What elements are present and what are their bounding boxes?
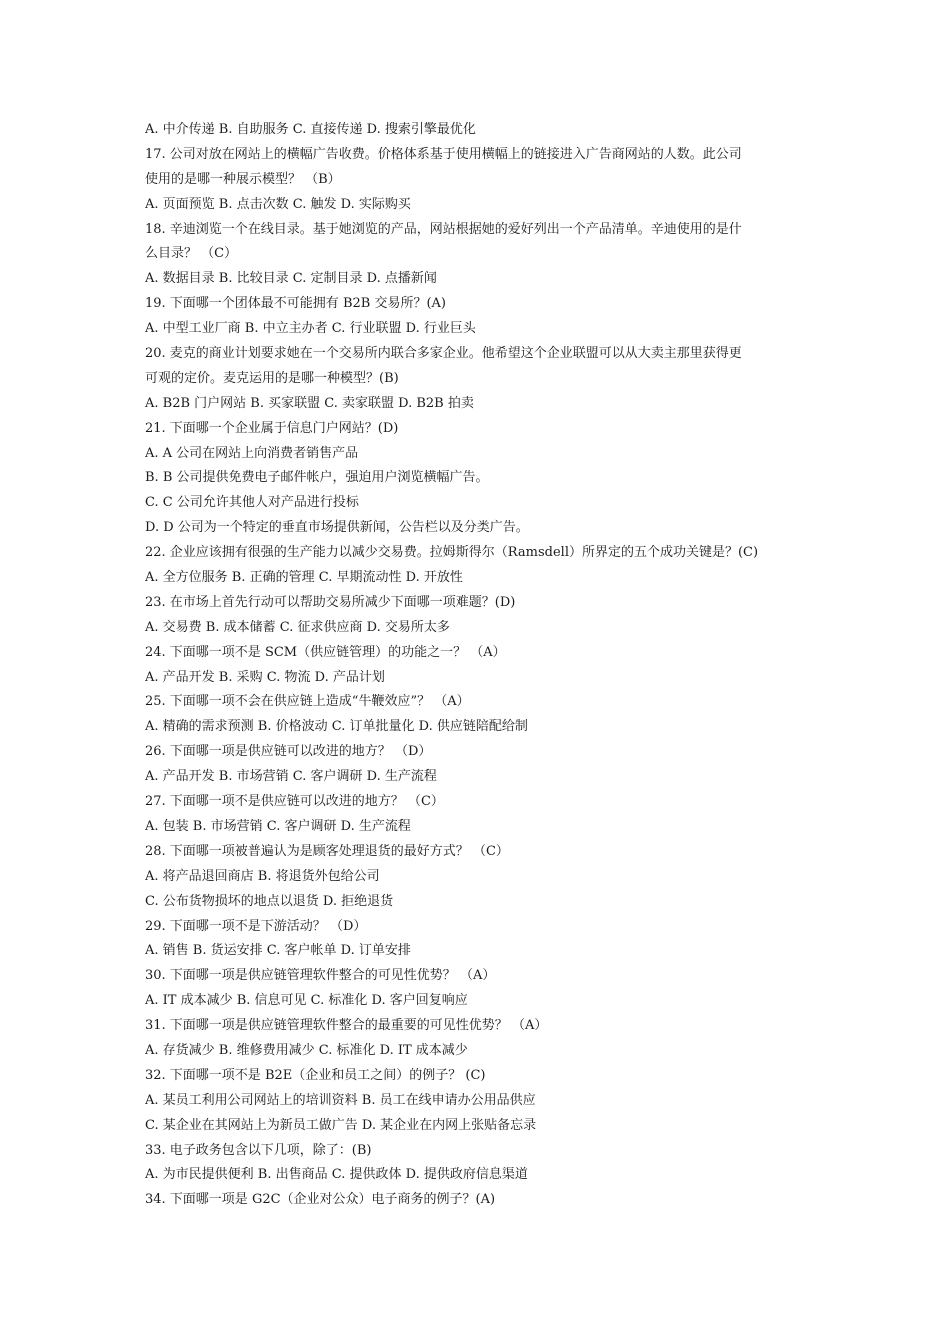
text-line: 25. 下面哪一项不会在供应链上造成“牛鞭效应”？ （A） bbox=[145, 694, 470, 710]
document-body bbox=[145, 118, 810, 1213]
text-line: 么目录？ （C） bbox=[145, 246, 238, 262]
text-line: 32. 下面哪一项不是 B2E（企业和员工之间）的例子？ (C) bbox=[145, 1067, 486, 1083]
text-line: A. 包装 B. 市场营销 C. 客户调研 D. 生产流程 bbox=[145, 818, 411, 834]
text-line: A. 页面预览 B. 点击次数 C. 触发 D. 实际购买 bbox=[145, 196, 411, 212]
text-line: C. C 公司允许其他人对产品进行投标 bbox=[145, 495, 359, 511]
text-line: 31. 下面哪一项是供应链管理软件整合的最重要的可见性优势？ （A） bbox=[145, 1018, 548, 1034]
text-line: C. 公布货物损坏的地点以退货 D. 拒绝退货 bbox=[145, 893, 394, 909]
text-line: A. 中型工业厂商 B. 中立主办者 C. 行业联盟 D. 行业巨头 bbox=[145, 321, 476, 337]
text-line: 可观的定价。麦克运用的是哪一种模型？(B) bbox=[145, 370, 399, 386]
text-line: 19. 下面哪一个团体最不可能拥有 B2B 交易所？(A) bbox=[145, 296, 446, 312]
text-line: A. 产品开发 B. 市场营销 C. 客户调研 D. 生产流程 bbox=[145, 769, 437, 785]
text-line: A. 将产品退回商店 B. 将退货外包给公司 bbox=[145, 868, 380, 884]
text-line: 18. 辛迪浏览一个在线目录。基于她浏览的产品，网站根据她的爱好列出一个产品清单。辛迪使用的是什 bbox=[145, 221, 742, 237]
text-line: 21. 下面哪一个企业属于信息门户网站？(D) bbox=[145, 420, 399, 436]
text-line: 34. 下面哪一项是 G2C（企业对公众）电子商务的例子？(A) bbox=[145, 1192, 496, 1208]
text-line: D. D 公司为一个特定的垂直市场提供新闻，公告栏以及分类广告。 bbox=[145, 520, 529, 536]
text-line: A. 数据目录 B. 比较目录 C. 定制目录 D. 点播新闻 bbox=[145, 271, 437, 287]
text-line: A. B2B 门户网站 B. 买家联盟 C. 卖家联盟 D. B2B 拍卖 bbox=[145, 395, 474, 411]
text-line: A. 中介传递 B. 自助服务 C. 直接传递 D. 搜索引擎最优化 bbox=[145, 122, 476, 137]
text-line: A. 为市民提供便利 B. 出售商品 C. 提供政体 D. 提供政府信息渠道 bbox=[145, 1167, 528, 1183]
text-line: 24. 下面哪一项不是 SCM（供应链管理）的功能之一？ （A） bbox=[145, 644, 506, 660]
text-line: 28. 下面哪一项被普遍认为是顾客处理退货的最好方式？ （C） bbox=[145, 843, 509, 859]
text-line: 22. 企业应该拥有很强的生产能力以减少交易费。拉姆斯得尔（Ramsdell）所界定的五个成功关键是？(C) bbox=[145, 545, 759, 561]
text-line: 使用的是哪一种展示模型？ （B） bbox=[145, 171, 341, 187]
text-line: 27. 下面哪一项不是供应链可以改进的地方？ （C） bbox=[145, 794, 444, 810]
text-line: A. 产品开发 B. 采购 C. 物流 D. 产品计划 bbox=[145, 669, 385, 685]
text-line: 26. 下面哪一项是供应链可以改进的地方？ （D） bbox=[145, 744, 432, 760]
text-line: 29. 下面哪一项不是下游活动？ （D） bbox=[145, 918, 367, 934]
text-line: A. 全方位服务 B. 正确的管理 C. 早期流动性 D. 开放性 bbox=[145, 570, 463, 586]
text-line: B. B 公司提供免费电子邮件帐户，强迫用户浏览横幅广告。 bbox=[145, 470, 489, 486]
text-line: A. A 公司在网站上向消费者销售产品 bbox=[145, 445, 359, 461]
text-line: A. 交易费 B. 成本储蓄 C. 征求供应商 D. 交易所太多 bbox=[145, 619, 450, 635]
text-line: A. IT 成本减少 B. 信息可见 C. 标准化 D. 客户回复响应 bbox=[145, 993, 468, 1009]
text-line: A. 精确的需求预测 B. 价格波动 C. 订单批量化 D. 供应链陪配给制 bbox=[145, 719, 528, 735]
text-line: 33. 电子政务包含以下几项，除了：(B) bbox=[145, 1142, 372, 1158]
text-line: A. 销售 B. 货运安排 C. 客户帐单 D. 订单安排 bbox=[145, 943, 411, 959]
text-line: A. 某员工利用公司网站上的培训资料 B. 员工在线申请办公用品供应 bbox=[145, 1092, 536, 1108]
text-line: A. 存货减少 B. 维修费用减少 C. 标准化 D. IT 成本减少 bbox=[145, 1042, 468, 1058]
text-line: 17. 公司对放在网站上的横幅广告收费。价格体系基于使用横幅上的链接进入广告商网站的人数。此公司 bbox=[145, 146, 742, 162]
text-line: 20. 麦克的商业计划要求她在一个交易所内联合多家企业。他希望这个企业联盟可以从大卖主那里获得更 bbox=[145, 346, 742, 362]
text-line: 30. 下面哪一项是供应链管理软件整合的可见性优势？ （A） bbox=[145, 968, 496, 984]
text-line: 23. 在市场上首先行动可以帮助交易所减少下面哪一项难题？(D) bbox=[145, 594, 516, 610]
text-line: C. 某企业在其网站上为新员工做广告 D. 某企业在内网上张贴备忘录 bbox=[145, 1117, 537, 1133]
